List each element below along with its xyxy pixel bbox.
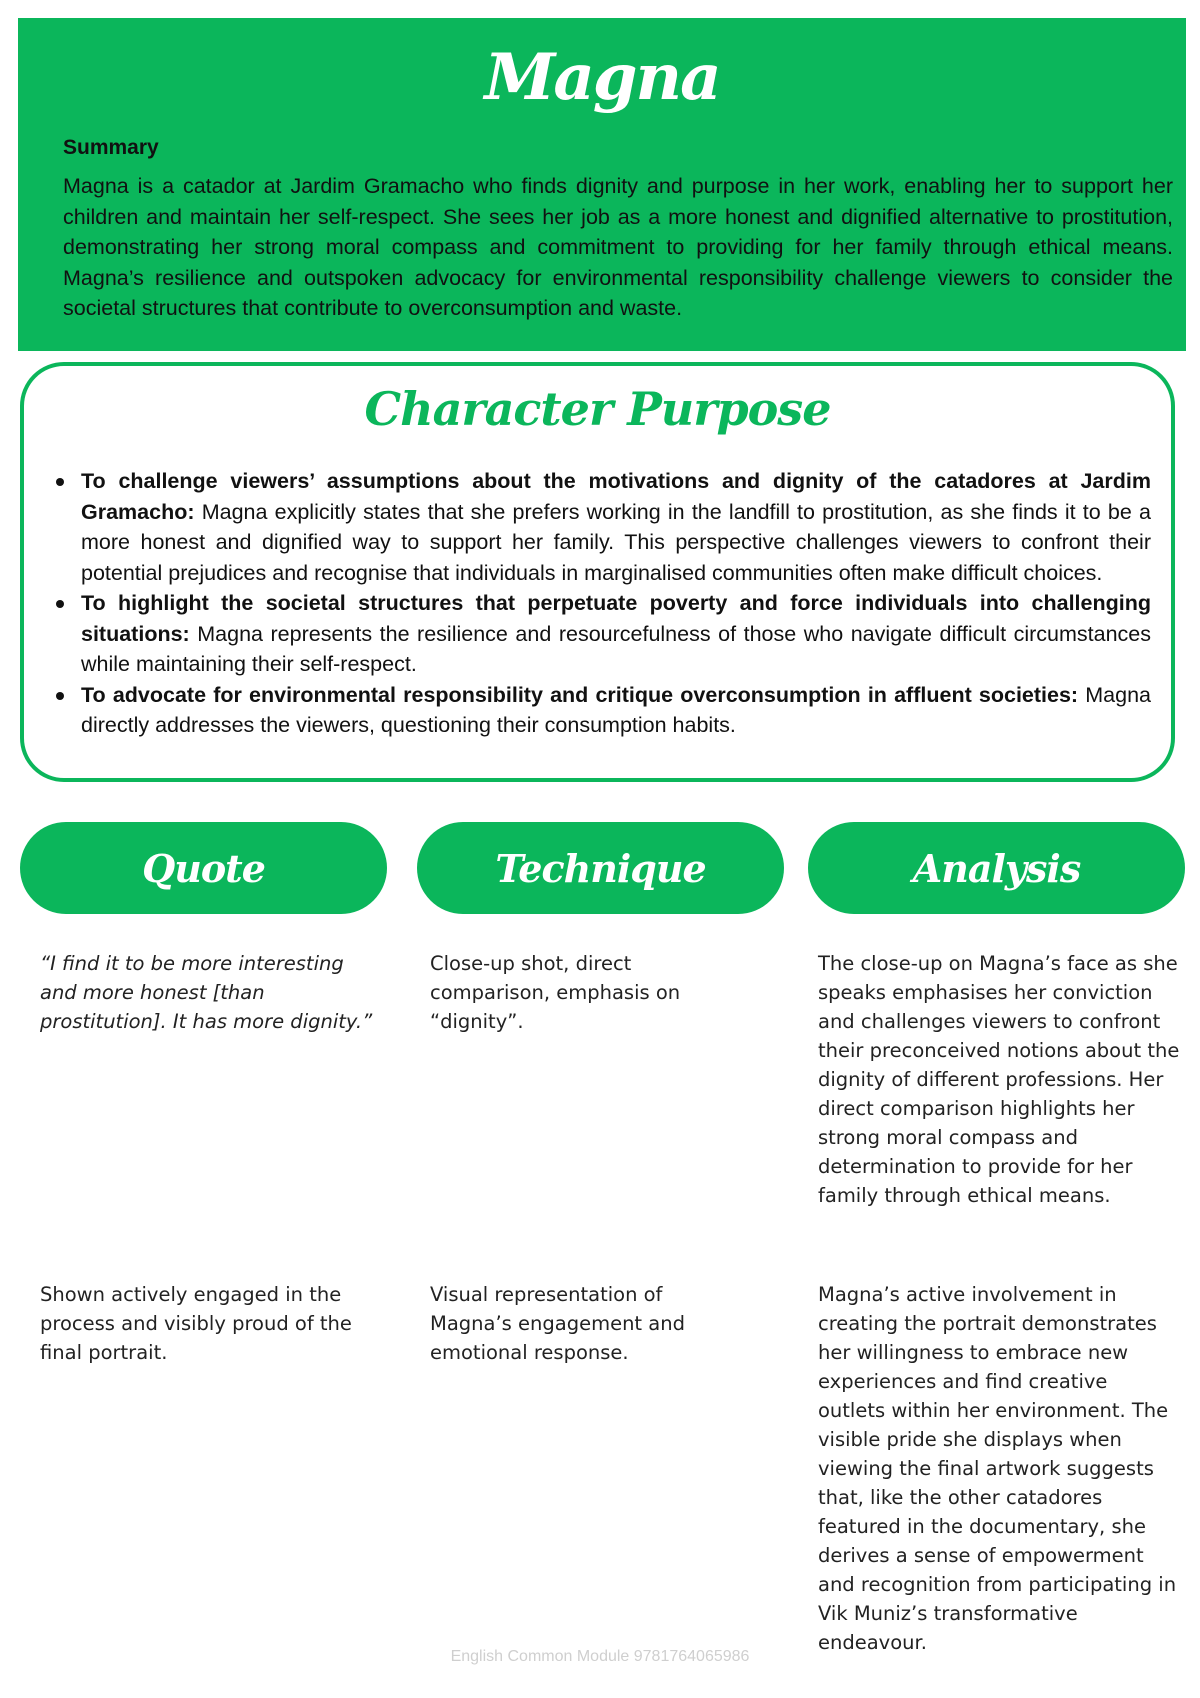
summary-text: Magna is a catador at Jardim Gramacho who finds dignity and purpose in her work, enabling her to support her children and maintain her self-respect. She sees her job as a more honest and dignified alternative to prostitution, demonstrating her strong moral compass and commitment to providing for her family through ethical means. Magna’s resilience and outspoken advocacy for environmental responsibility challenge viewers to consider the societal structures that contribute to overconsumption and waste. [63,174,1173,320]
purpose-item [81,588,1151,680]
purpose-item [81,680,1151,741]
quote-cell: Shown actively engaged in the process and visibly proud of the final portrait. [40,1283,352,1364]
column-header-quote: Quote [20,822,387,914]
bullet-icon [56,600,64,608]
character-purpose-title: Character Purpose [364,382,831,436]
purpose-item-text: Magna explicitly states that she prefers working in the landfill to prostitution, as she finds it to be a more honest and dignified way to support her family. This perspective challenges viewers to confront their potential prejudices and recognise that individuals in marginalised communities often make difficult choices. [81,499,1151,585]
analysis-cell: Magna’s active involvement in creating the portrait demonstrates her willingness to embrace new experiences and find creative outlets within her environment. The visible pride she displays when viewing the final artwork suggests that, like the other catadores featured in the documentary, she derives a sense of empowerment and recognition from participating in Vik Muniz’s transformative endeavour. [818,1283,1177,1654]
purpose-item-heading: To challenge viewers’ assumptions about the motivations and dignity of the catadores at Jardim Gramacho: [81,469,1151,524]
column-header-analysis: Analysis [808,822,1185,914]
summary-heading: Summary [63,136,159,159]
technique-cell: Close-up shot, direct comparison, emphasis on “dignity”. [430,952,681,1033]
character-purpose-box [20,362,1175,782]
page-title: Magna [484,40,720,115]
purpose-list [81,466,1151,741]
purpose-item-heading: To highlight the societal structures that perpetuate poverty and force individuals into challenging situations: [81,591,1151,646]
column-header-technique: Technique [417,822,784,914]
purpose-item [81,466,1151,588]
header-banner [18,18,1186,351]
quote-cell: “I find it to be more interesting and more honest [than prostitution]. It has more dignity.” [40,952,373,1033]
technique-cell: Visual representation of Magna’s engagement and emotional response. [430,1283,685,1364]
purpose-item-text: Magna directly addresses the viewers, questioning their consumption habits. [81,682,1151,737]
analysis-cell: The close-up on Magna’s face as she speaks emphasises her conviction and challenges viewers to confront their preconceived notions about the dignity of different professions. Her direct comparison highlights her strong moral compass and determination to provide for her family through ethical means. [818,952,1180,1207]
purpose-item-text: Magna represents the resilience and resourcefulness of those who navigate difficult circumstances while maintaining their self-respect. [81,621,1151,676]
purpose-item-heading: To advocate for environmental responsibility and critique overconsumption in affluent societies: [81,682,1079,707]
bullet-icon [56,478,64,486]
footer-text: English Common Module 9781764065986 [450,1648,750,1665]
bullet-icon [56,692,64,700]
